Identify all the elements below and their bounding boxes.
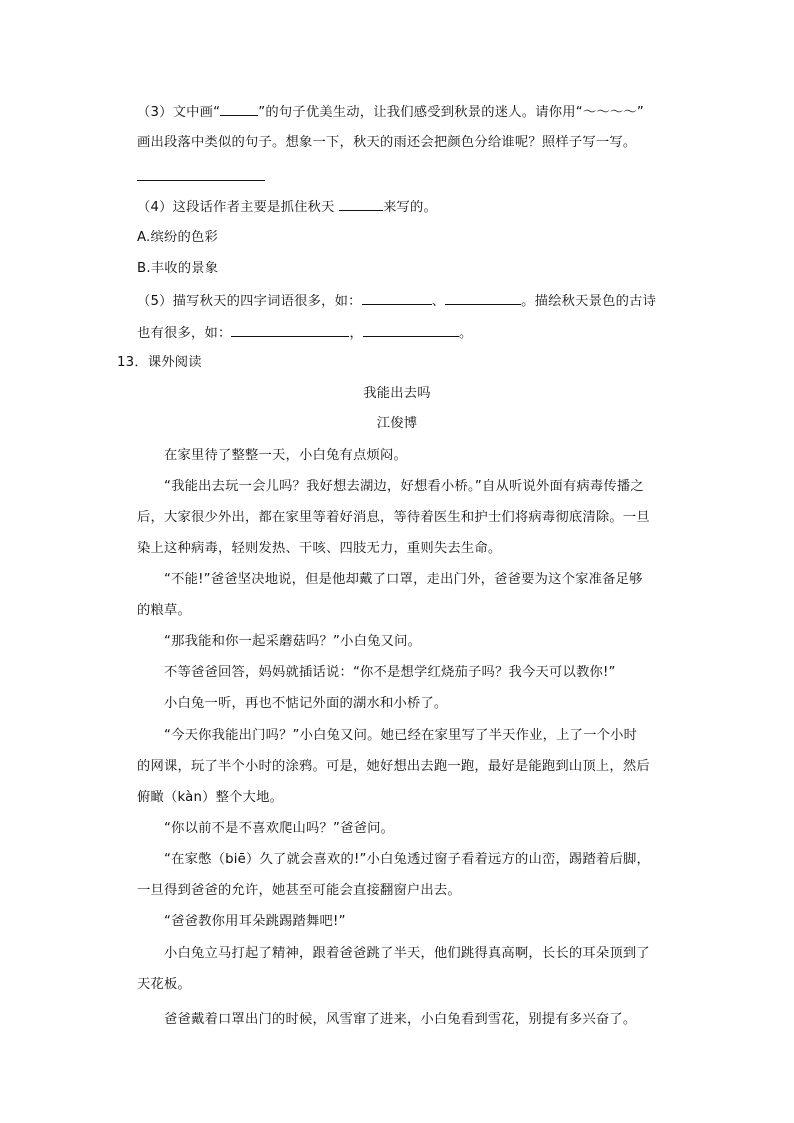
- story-title: 我能出去吗: [363, 386, 431, 401]
- story-p7-line-2: 的网课，玩了半个小时的涂鸦。可是，她好想出去跑一跑，最好是能跑到山顶上，然后: [137, 759, 650, 774]
- story-p10: “爸爸教你用耳朵跳踢踏舞吧!”: [164, 914, 346, 929]
- q4-stem-b: 来写的。: [383, 200, 438, 215]
- q5-text-e: 。: [458, 326, 473, 341]
- q4-option-a[interactable]: A.缤纷的色彩: [137, 230, 218, 245]
- q5-text-c: 。描绘秋天景色的古诗: [521, 294, 657, 309]
- story-p2-line-1: “我能出去玩一会儿吗？我好想去湖边，好想看小桥。”自从听说外面有病毒传播之: [164, 479, 644, 494]
- q5-sep-1: 、: [431, 294, 446, 309]
- q5-line-2: [137, 322, 472, 344]
- q4-answer-blank[interactable]: [339, 196, 383, 211]
- story-p2-line-2: 后，大家很少外出，都在家里等着好消息，等待着医生和护士们将病毒彻底清除。一旦: [137, 510, 650, 525]
- q4-stem: [137, 196, 437, 218]
- story-p8: “你以前不是不喜欢爬山吗？”爸爸问。: [164, 821, 395, 836]
- q3-line-1: [137, 101, 644, 123]
- q4-option-b[interactable]: B.丰收的景象: [137, 261, 219, 276]
- story-p3-line-2: 的粮草。: [137, 603, 191, 618]
- q3-line-2: 画出段落中类似的句子。想象一下，秋天的雨还会把颜色分给谁呢？照样子写一写。: [137, 135, 637, 150]
- q13-heading: 13．课外阅读: [117, 355, 202, 370]
- q3-text-a: （3）文中画“: [137, 105, 221, 120]
- story-p1: 在家里待了整整一天，小白兔有点烦闷。: [164, 448, 407, 463]
- q5-blank-3[interactable]: [231, 322, 349, 337]
- q5-text-d: 也有很多，如：: [137, 326, 232, 341]
- story-p3-line-1: “不能!”爸爸坚决地说，但是他却戴了口罩，走出门外，爸爸要为这个家准备足够: [164, 572, 643, 587]
- q5-text-a: （5）描写秋天的四字词语很多，如：: [137, 294, 362, 309]
- q4-stem-a: （4）这段话作者主要是抓住秋天: [137, 200, 335, 215]
- story-p11-line-1: 小白兔立马打起了精神，跟着爸爸跳了半天，他们跳得真高啊，长长的耳朵顶到了: [164, 946, 650, 961]
- story-p4: “那我能和你一起采蘑菇吗？”小白兔又问。: [164, 634, 422, 649]
- story-author: 江俊博: [376, 416, 418, 431]
- story-p5: 不等爸爸回答，妈妈就插话说：“你不是想学红烧茄子吗？我今天可以教你!”: [164, 665, 616, 680]
- story-p7-line-1: “今天你我能出门吗？”小白兔又问。她已经在家里写了半天作业，上了一个小时: [164, 728, 638, 743]
- q5-blank-2[interactable]: [445, 290, 521, 305]
- q3-answer-line[interactable]: [137, 180, 265, 181]
- q5-line-1: [137, 290, 656, 312]
- story-p2-line-3: 染上这种病毒，轻则发热、干咳、四肢无力，重则失去生命。: [137, 541, 502, 556]
- story-p6: 小白兔一听，再也不惦记外面的湖水和小桥了。: [164, 696, 448, 711]
- q3-underline-sample: [220, 101, 258, 116]
- q3-text-b: ”的句子优美生动，让我们感受到秋景的迷人。请你用“～～～～”: [258, 105, 644, 120]
- story-p9-line-2: 一旦得到爸爸的允许，她甚至可能会直接翻窗户出去。: [137, 883, 461, 898]
- q5-blank-4[interactable]: [363, 322, 459, 337]
- story-p9-line-1: “在家憋（biē）久了就会喜欢的!”小白兔透过窗子看着远方的山峦，踢踏着后脚，: [164, 852, 651, 867]
- q5-sep-2: ，: [349, 326, 363, 341]
- story-p12: 爸爸戴着口罩出门的时候，风雪窜了进来，小白兔看到雪花，别提有多兴奋了。: [164, 1012, 637, 1027]
- q5-blank-1[interactable]: [362, 290, 432, 305]
- story-p11-line-2: 天花板。: [137, 977, 191, 992]
- story-p7-line-3: 俯瞰（kàn）整个大地。: [137, 790, 284, 805]
